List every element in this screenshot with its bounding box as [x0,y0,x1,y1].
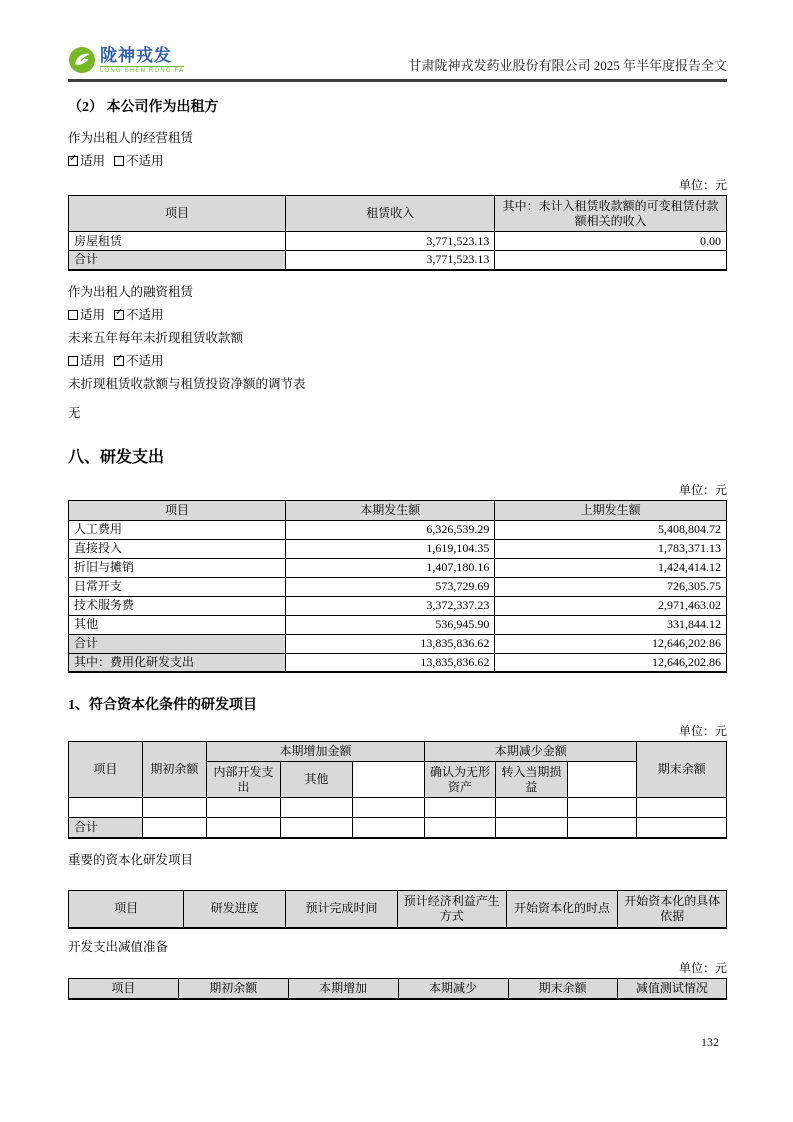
option-not-applicable [114,354,164,368]
header-cell-empty [353,762,425,798]
cell [637,798,727,818]
header-cell: 项目 [69,979,179,999]
cell: 合计 [69,251,286,270]
checkbox-checked-icon [114,310,124,320]
table-row [69,232,727,251]
checkbox-unchecked-icon [114,156,124,166]
option-applicable [68,154,105,168]
cell [142,798,206,818]
header-cell: 项目 [69,500,286,520]
cell: 其中：费用化研发支出 [69,653,286,672]
option-label: 适用 [80,353,106,368]
cell: 6,326,539.29 [286,520,495,539]
cell: 1,619,104.35 [286,539,495,558]
table-header-row [69,500,727,520]
option-not-applicable [114,154,164,168]
cell: 1,407,180.16 [286,558,495,577]
table-row [69,596,727,615]
header-cell: 上期发生额 [495,500,727,520]
header-cell: 项目 [69,742,143,798]
finance-lease-applicability [68,307,727,323]
page-header [68,46,727,82]
header-cell: 租赁收入 [286,196,495,232]
table-total-row [69,251,727,270]
cell: 技术服务费 [69,596,286,615]
future-receipts-label: 未来五年每年未折现租赁收款额 [68,330,244,345]
document-title: 甘肃陇神戎发药业股份有限公司 2025 年半年度报告全文 [408,58,727,73]
table-row [69,520,727,539]
cell: 12,646,202.86 [495,653,727,672]
header-cell: 其中：未计入租赁收款额的可变租赁付款额相关的收入 [495,196,727,232]
header-cell: 期初余额 [142,742,206,798]
table-header-row [69,979,727,999]
unit-label: 单位：元 [678,178,727,192]
table-row [69,615,727,634]
table-total-row [69,634,727,653]
page-number: 132 [701,1035,719,1049]
table-row [69,558,727,577]
option-applicable [68,354,105,368]
important-projects-table [68,890,727,930]
cell: 0.00 [495,232,727,251]
important-projects-label: 重要的资本化研发项目 [68,852,194,867]
capitalized-rnd-table [68,741,727,839]
header-group-decrease: 本期减少金额 [424,742,637,762]
header-cell: 本期发生额 [286,500,495,520]
cell [495,251,727,270]
cell: 536,945.90 [286,615,495,634]
cell: 3,771,523.13 [286,232,495,251]
table-total-row [69,818,727,838]
cell [353,798,425,818]
cell [207,798,281,818]
header-cell: 其他 [280,762,352,798]
header-cell: 内部开发支出 [207,762,281,798]
cell [280,798,352,818]
cell: 其他 [69,615,286,634]
cell: 直接投入 [69,539,286,558]
cell: 331,844.12 [495,615,727,634]
header-cell: 本期增加 [288,979,398,999]
header-cell: 确认为无形资产 [424,762,495,798]
cell [142,818,206,838]
cell [69,798,143,818]
logo-brand-cn: 陇神戎发 [100,45,172,65]
header-cell: 期末余额 [508,979,617,999]
none-label: 无 [68,405,81,420]
cell: 合计 [69,818,143,838]
reconciliation-label: 未折现租赁收款额与租赁投资净额的调节表 [68,376,306,391]
table-row [69,539,727,558]
table-row [69,798,727,818]
header-cell: 项目 [69,196,286,232]
future-receipts-applicability [68,353,727,369]
unit-label: 单位：元 [678,961,727,975]
table-header-row [69,742,727,762]
finance-lease-label: 作为出租人的融资租赁 [68,284,194,299]
header-cell: 预计经济利益产生方式 [397,890,506,928]
option-not-applicable [114,308,164,322]
cell [496,818,568,838]
option-label: 不适用 [126,307,164,322]
cell: 726,305.75 [495,577,727,596]
cell: 573,729.69 [286,577,495,596]
header-cell: 项目 [69,890,184,928]
section-heading-lessor: （2） 本公司作为出租方 [68,100,219,115]
cell [207,818,281,838]
cell: 12,646,202.86 [495,634,727,653]
cell: 2,971,463.02 [495,596,727,615]
cell [280,818,352,838]
header-cell: 期末余额 [637,742,727,798]
cell: 5,408,804.72 [495,520,727,539]
logo-text [100,47,184,74]
checkbox-unchecked-icon [68,356,78,366]
rnd-expenditure-table [68,500,727,674]
option-label: 适用 [80,307,106,322]
cell: 合计 [69,634,286,653]
option-label: 不适用 [126,154,164,168]
cell: 人工费用 [69,520,286,539]
table-row [69,577,727,596]
header-cell: 期初余额 [178,979,288,999]
table-header-row [69,890,727,928]
section-heading-rnd: 八、研发支出 [68,448,165,466]
cell [496,798,568,818]
cell: 日常开支 [69,577,286,596]
operating-lease-applicability [68,153,727,169]
header-cell: 减值测试情况 [617,979,726,999]
table-header-row [69,196,727,232]
cell [637,818,727,838]
subsection-heading-capitalized: 1、符合资本化条件的研发项目 [68,698,257,713]
checkbox-checked-icon [114,356,124,366]
option-applicable [68,308,105,322]
cell [424,818,495,838]
logo-brand-en: LONG SHEN RONG FA [100,67,185,74]
cell: 房屋租赁 [69,232,286,251]
cell [353,818,425,838]
header-cell: 研发进度 [184,890,286,928]
header-cell: 本期减少 [398,979,508,999]
unit-label: 单位：元 [678,482,727,497]
cell: 3,372,337.23 [286,596,495,615]
header-cell: 预计完成时间 [286,890,398,928]
cell: 13,835,836.62 [286,634,495,653]
option-label: 不适用 [126,353,164,368]
header-cell: 开始资本化的具体依据 [618,890,727,928]
header-group-increase: 本期增加金额 [207,742,425,762]
impairment-table [68,978,727,1000]
cell [567,798,637,818]
cell [424,798,495,818]
table-total-row [69,653,727,672]
option-label: 适用 [80,154,106,168]
cell: 折旧与摊销 [69,558,286,577]
company-logo [68,46,184,74]
header-cell: 开始资本化的时点 [506,890,618,928]
header-cell: 转入当期损益 [496,762,568,798]
cell: 1,424,414.12 [495,558,727,577]
cell: 13,835,836.62 [286,653,495,672]
unit-label: 单位：元 [678,724,727,738]
header-cell-empty [567,762,637,798]
cell: 1,783,371.13 [495,539,727,558]
cell: 3,771,523.13 [286,251,495,270]
checkbox-unchecked-icon [68,310,78,320]
rent-income-table [68,195,727,271]
operating-lease-label: 作为出租人的经营租赁 [68,131,194,145]
cell [567,818,637,838]
impairment-label: 开发支出减值准备 [68,940,169,954]
logo-icon [68,46,96,74]
checkbox-checked-icon [68,156,78,166]
